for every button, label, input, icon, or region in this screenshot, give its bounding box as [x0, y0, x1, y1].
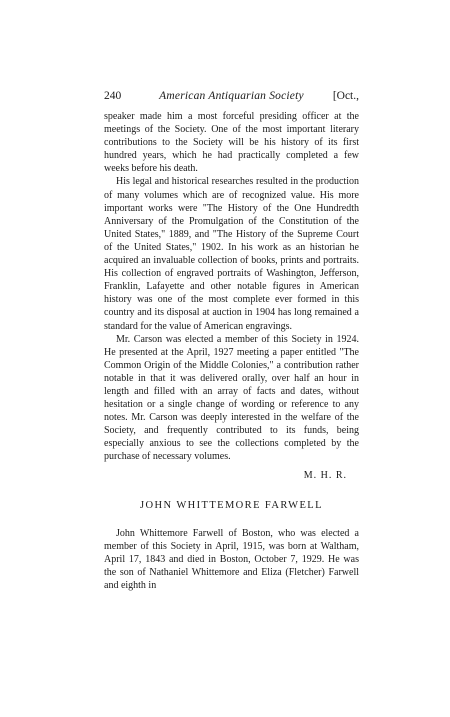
paragraph: John Whittemore Farwell of Boston, who was elected a member of this Society in April, 1915, was born at Waltham, April 17, 1843 and died in Boston, October 7, 1929. He was the son of Nathaniel Whittemore and Eliza (Fletcher) Farwell and eighth in — [104, 527, 359, 592]
page-number: 240 — [104, 90, 122, 102]
paragraph: His legal and historical researches resulted in the production of many volumes which are of recognized value. His more important works were "The History of the One Hundredth Anniversary of the Promulgation of the Constitution of the United States," 1889, and "The History of the Supreme Court of the United States," 1902. In his work as an historian he acquired an invaluable collection of books, prints and portraits. His collection of engraved portraits of Washington, Jefferson, Franklin, Lafayette and other notable figures in American history was one of the most complete ever formed in this country and its disposal at auction in 1904 has long remained a standard for the value of American engravings. — [104, 176, 359, 332]
section-heading: JOHN WHITTEMORE FARWELL — [140, 499, 323, 511]
paragraph: Mr. Carson was elected a member of this Society in 1924. He presented at the April, 1927 meeting a paper entitled "The Common Origin of the Middle Colonies," a contribution rather notable in that it was delivered orally, over half an hour in length and filled with an array of facts and dates, without hesitation or a single change of wording or reference to any notes. Mr. Carson was deeply interested in the welfare of the Society, and frequently contributed to its funds, being especially anxious to see the collections completed by the purchase of necessary volumes. — [104, 333, 359, 463]
paragraph-continued: speaker made him a most forceful presiding officer at the meetings of the Society. One of the most important literary contributions to the Society will be his history of its first hundred years, which he had practically completed a few weeks before his death. — [104, 111, 359, 175]
running-title: American Antiquarian Society — [159, 90, 304, 102]
header-date: [Oct., — [332, 90, 359, 102]
page-body — [104, 110, 359, 592]
running-header — [104, 89, 359, 103]
author-signature: M. H. R. — [303, 469, 347, 481]
